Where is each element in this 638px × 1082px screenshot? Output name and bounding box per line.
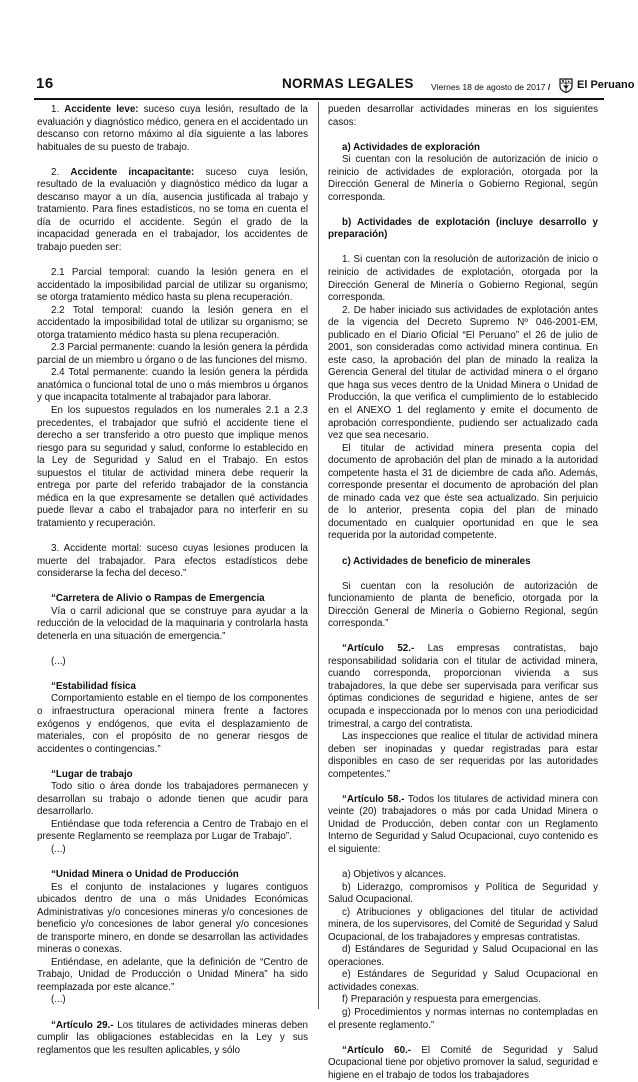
heading-carretera-alivio: “Carretera de Alivio o Rampas de Emergencia [51,593,265,605]
paragraph-total-permanente: 2.4 Total permanente: cuando la lesión genera la pérdida anatómica o funcional total de uno o más miembros u órganos y que incapacita totalmente al trabajador para laborar. [37,367,308,404]
paragraph-lugar-trabajo: Todo sitio o área donde los trabajadores permanecen y desarrollan su trabajo o adonde tienen que acudir para desarrollarlo. [37,781,308,818]
page-header [34,75,635,100]
paragraph-articulo-52-inspecciones: Las inspecciones que realice el titular de actividad minera deben ser inopinadas y quedar registradas para estar disponibles en caso de ser requeridas por las autoridades competentes.” [328,731,598,780]
article-29-label: “Artículo 29.- [51,1019,114,1031]
paragraph-continuation: pueden desarrollar actividades mineras en los siguientes casos: [328,104,598,128]
item-number: 1. [51,104,65,115]
paragraph-supuestos: En los supuestos regulados en los numerales 2.1 a 2.3 precedentes, el trabajador que sufrió el accidente tiene el derecho a ser transferido a otro puesto que implique menos riesgo para su seguridad y salud, conforme lo establecido en la Ley de Seguridad y Salud en el Trabajo. En estos supuestos el titular de actividad minera debe requerir la entrega por parte del referido trabajador de la constancia médica en la que expresamente se detallen qué actividades puede llevar a cabo el trabajador para no interferir en su tratamiento y recuperación. [37,405,308,529]
heading-actividades-explotacion: b) Actividades de explotación (incluye desarrollo y preparación) [328,216,598,241]
list-item: a) Objetivos y alcances. [342,868,447,880]
article-52-label: “Artículo 52.- [342,643,415,655]
list-item: b) Liderazgo, compromisos y Política de Seguridad y Salud Ocupacional. [328,881,598,906]
paragraph-parcial-permanente: 2.3 Parcial permanente: cuando la lesión genera la pérdida parcial de un miembro u órgano o de las funciones del mismo. [37,342,308,366]
paragraph-accidente-mortal: 3. Accidente mortal: suceso cuyas lesiones producen la muerte del trabajador. Para efectos estadísticos debe considerarse la fecha del deceso.” [37,543,308,580]
paragraph-explotacion-2: 2. De haber iniciado sus actividades de explotación antes de la vigencia del Decreto Supremo Nº 046-2001-EM, publicado en el Diario Oficial “El Peruano” el 26 de julio de 2001, son consideradas como actividad minera continua. En este caso, la aprobación del plan de minado la realiza la Gerencia General del titular de actividad minera o el órgano que haga sus veces dentro de la Unidad Minera o Unidad de Producción, la que verifica el cumplimiento de lo establecido en el ANEXO 1 del reglamento y emite el documento de aprobación correspondiente, pudiendo ser actualizado cada vez que sea necesario. [328,304,598,442]
section-title: NORMAS LEGALES [282,76,414,91]
paragraph-articulo-29 [37,1020,308,1058]
paragraph-explotacion-1: 1. Si cuentan con la resolución de autorización de inicio o reinicio de actividades de explotación, otorgada por la Dirección General de Minería o Gobierno Regional, según corresponda. [328,254,598,304]
list-item: g) Procedimientos y normas internas no contempladas en el presente reglamento.” [328,1007,598,1031]
heading-actividades-exploracion: a) Actividades de exploración [342,141,480,153]
right-column [328,104,598,1082]
coat-of-arms-icon [558,77,574,93]
paragraph-explotacion-3: El titular de actividad minera presenta copia del documento de aprobación del plan de minado a la autoridad competente hasta el 31 de diciembre de cada año. Además, corresponde presentar el documento de aprobación del plan de minado cada vez que éste sea actualizado. Sin perjuicio de lo anterior, presenta copia del plan de minado documentado en cualquier oportunidad en que le sea requerida por la autoridad competente. [328,442,598,542]
paragraph-beneficio-minerales: Si cuentan con la resolución de autorización de funcionamiento de planta de beneficio, otorgada por la Dirección General de Minería o Gobierno Regional, según corresponda.” [328,580,598,630]
page-number: 16 [36,75,54,92]
paragraph-articulo-58 [328,794,598,857]
article-58-text: Todos los titulares de actividad minera con veinte (20) trabajadores o más por cada Unidad Minera o Unidad de Producción, deben contar con un Reglamento Interno de Seguridad y Salud Ocupacional, cuyo contenido es el siguiente: [328,793,598,855]
paragraph-articulo-60 [328,1045,598,1082]
ellipsis-1: (...) [51,655,66,667]
left-column [37,104,308,1057]
newspaper-name: El Peruano [577,79,635,91]
paragraph-actividades-exploracion: Si cuentan con la resolución de autorización de inicio o reinicio de actividades de exploración, otorgada por la Dirección General de Minería o Gobierno Regional, según corresponda. [328,154,598,203]
issue-date-text: Viernes 18 de agosto de 2017 [431,82,546,92]
column-divider [318,102,319,1009]
heading-unidad-minera: “Unidad Minera o Unidad de Producción [51,868,239,880]
paragraph-estabilidad-fisica: Comportamiento estable en el tiempo de los componentes o infraestructura operacional minera frente a factores exógenos y endógenos, que evita el desplazamiento de materiales, con el propósito de no generar riesgos de accidentes o contingencias.” [37,693,308,755]
article-58-label: “Artículo 58.- [342,793,405,805]
paragraph-accidente-incapacitante [37,167,308,255]
article-29-text: Los titulares de actividades mineras deben cumplir las obligaciones establecidas en la Ley y sus reglamentos que les resulten aplicables, y sólo [37,1019,308,1056]
heading-estabilidad-fisica: “Estabilidad física [51,680,136,692]
list-item: d) Estándares de Seguridad y Salud Ocupacional en las operaciones. [328,944,598,968]
definition-text: suceso cuya lesión, resultado de la evaluación y diagnóstico médico, genera en el accidentado un descanso con retorno máximo al día siguiente a las labores habituales de su puesto de trabajo. [37,104,308,153]
paragraph-parcial-temporal: 2.1 Parcial temporal: cuando la lesión genera en el accidentado la imposibilidad parcial de utilizar su organismo; se otorga tratamiento médico hasta su plena recuperación. [37,267,308,304]
date-separator: / [547,82,551,92]
paragraph-accidente-leve [37,104,308,154]
list-item: e) Estándares de Seguridad y Salud Ocupacional en actividades conexas. [328,969,598,993]
paragraph-articulo-52 [328,643,598,731]
paragraph-unidad-minera: Es el conjunto de instalaciones y lugares contiguos ubicados dentro de una o más Unidades Económicas Administrativas y/o concesiones mineras y/o concesiones de beneficio y/o concesiones de labor general y/o concesiones de transporte minero, en donde se desarrollan las actividades mineras o conexas. [37,881,308,956]
paragraph-carretera-alivio: Vía o carril adicional que se construye para ayudar a la reducción de la velocidad de la maquinaria y controlarla hasta detenerla en una situación de emergencia.” [37,605,308,642]
item-number: 2. [51,166,71,178]
heading-lugar-trabajo: “Lugar de trabajo [51,768,133,780]
issue-date [431,81,550,94]
term-accidente-leve: Accidente leve: [64,104,139,115]
heading-beneficio-minerales: c) Actividades de beneficio de minerales [342,555,531,567]
ellipsis-3: (...) [51,994,66,1006]
paragraph-total-temporal: 2.2 Total temporal: cuando la lesión genera en el accidentado la imposibilidad total de utilizar su organismo; se otorga tratamiento médico hasta su plena recuperación. [37,304,308,341]
article-60-label: “Artículo 60.- [342,1044,412,1056]
article-52-text: Las empresas contratistas, bajo responsabilidad solidaria con el titular de actividad minera, cuando corresponda, proporcionan vivienda a sus trabajadores, la que debe ser supervisada para verificar sus óptimas condiciones de seguridad e higiene, antes de ser ocupada e inspeccionada por lo menos con una periodicidad trimestral, a cargo del contratista. [328,643,598,730]
paragraph-lugar-trabajo-2: Entiéndase que toda referencia a Centro de Trabajo en el presente Reglamento se reemplaza por Lugar de Trabajo”. [37,818,308,843]
term-accidente-incapacitante: Accidente incapacitante: [70,166,195,178]
ellipsis-2: (...) [51,843,66,855]
list-item: c) Atribuciones y obligaciones del titular de actividad minera, de los supervisores, del Comité de Seguridad y Salud Ocupacional, de los trabajadores y empresas contratistas. [328,906,598,943]
list-item: f) Preparación y respuesta para emergencias. [342,994,541,1006]
definition-text: suceso cuya lesión, resultado de la evaluación y diagnóstico médico da lugar a descanso mayor a un día, ausencia justificada al trabajo y tratamiento. Para fines estadísticos, no se toma en cuenta el día de ocurrido el accidente. Según el grado de la incapacidad generada en el trabajador, los accidentes de trabajo pueden ser: [37,166,308,253]
article-60-text: El Comité de Seguridad y Salud Ocupacional tiene por objetivo promover la salud, seguridad e higiene en el trabajo de todos los trabajadores [328,1044,599,1081]
paragraph-unidad-minera-2: Entiéndase, en adelante, que la definición de “Centro de Trabajo, Unidad de Producción o Unidad Minera” ha sido reemplazada por este alcance.” [37,956,308,993]
